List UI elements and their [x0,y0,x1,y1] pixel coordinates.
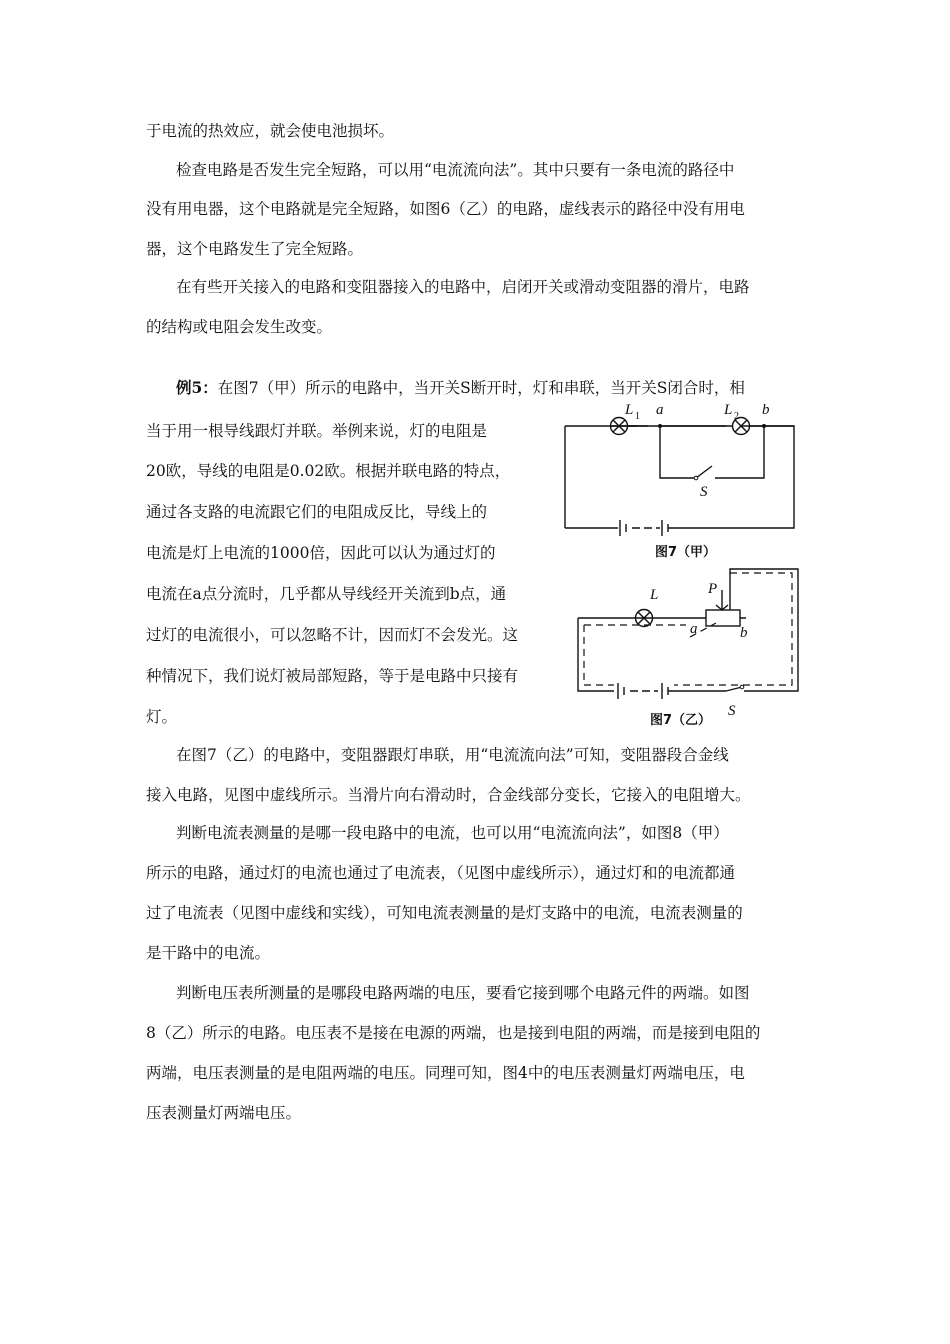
figure-7a-circuit [558,398,808,560]
switch-s-icon [696,466,712,478]
paragraph-line: 于电流的热效应，就会使电池损坏。 [146,122,395,140]
label-l2-sub: 2 [734,411,739,422]
figure-7a-caption: 图7（甲） [655,545,717,560]
example-first-line [176,378,745,398]
switch-s-icon [726,687,742,691]
paragraph-line: 接入电路，见图中虚线所示。当滑片向右滑动时，合金线部分变长，它接入的电阻增大。 [146,786,751,804]
paragraph-line: 判断电压表所测量的是哪段电路两端的电压，要看它接到哪个电路元件的两端。如图 [176,984,750,1002]
figure-7b-caption: 图7（乙） [650,713,712,728]
paragraph-line: 器，这个电路发生了完全短路。 [146,240,364,258]
example-line: 灯。 [146,708,178,726]
label-b: b [762,402,770,418]
example-line: 当于用一根导线跟灯并联。举例来说，灯的电阻是 [146,422,488,440]
example-line: 电流是灯上电流的1000倍，因此可以认为通过灯的 [146,544,496,562]
example-line: 电流在a点分流时，几乎都从导线经开关流到b点，通 [146,585,507,603]
figure-7b-circuit [566,563,816,731]
label-a: a [690,621,698,637]
example-text: 在图7（甲）所示的电路中，当开关S断开时，灯和串联，当开关S闭合时，相 [217,379,745,397]
example-line: 种情况下，我们说灯被局部短路，等于是电路中只接有 [146,667,519,685]
paragraph-line: 过了电流表（见图中虚线和实线），可知电流表测量的是灯支路中的电流，电流表测量的 [146,904,743,922]
paragraph-line: 在图7（乙）的电路中，变阻器跟灯串联，用“电流流向法”可知，变阻器段合金线 [176,746,729,764]
example-line: 过灯的电流很小，可以忽略不计，因而灯不会发光。这 [146,626,519,644]
paragraph-line: 判断电流表测量的是哪一段电路中的电流，也可以用“电流流向法”，如图8（甲） [176,824,729,842]
label-l2: L [724,402,733,418]
label-b: b [740,625,748,641]
paragraph-line: 所示的电路，通过灯的电流也通过了电流表，（见图中虚线所示），通过灯和的电流都通 [146,864,736,882]
paragraph-line: 没有用电器，这个电路就是完全短路，如图6（乙）的电路，虚线表示的路径中没有用电 [146,200,745,218]
label-l1-sub: 1 [635,411,640,422]
paragraph-line: 8（乙）所示的电路。电压表不是接在电源的两端，也是接到电阻的两端，而是接到电阻的 [146,1024,761,1042]
label-s: S [700,484,708,500]
paragraph-line: 的结构或电阻会发生改变。 [146,318,333,336]
example-line: 通过各支路的电流跟它们的电阻成反比，导线上的 [146,503,488,521]
paragraph-line: 两端，电压表测量的是电阻两端的电压。同理可知，图4中的电压表测量灯两端电压，电 [146,1064,745,1082]
paragraph-line: 在有些开关接入的电路和变阻器接入的电路中，启闭开关或滑动变阻器的滑片，电路 [176,278,750,296]
paragraph-line: 压表测量灯两端电压。 [146,1104,302,1122]
rheostat-icon [706,610,740,626]
label-l1: L [625,402,634,418]
label-l: L [650,587,659,603]
label-s: S [728,703,736,719]
label-p: P [708,581,718,597]
example-line: 20欧，导线的电阻是0.02欧。根据并联电路的特点， [146,462,511,480]
paragraph-line: 是干路中的电流。 [146,944,271,962]
label-a: a [656,402,664,418]
paragraph-line: 检查电路是否发生完全短路，可以用“电流流向法”。其中只要有一条电流的路径中 [176,161,735,179]
example-label: 例5： [176,378,218,397]
